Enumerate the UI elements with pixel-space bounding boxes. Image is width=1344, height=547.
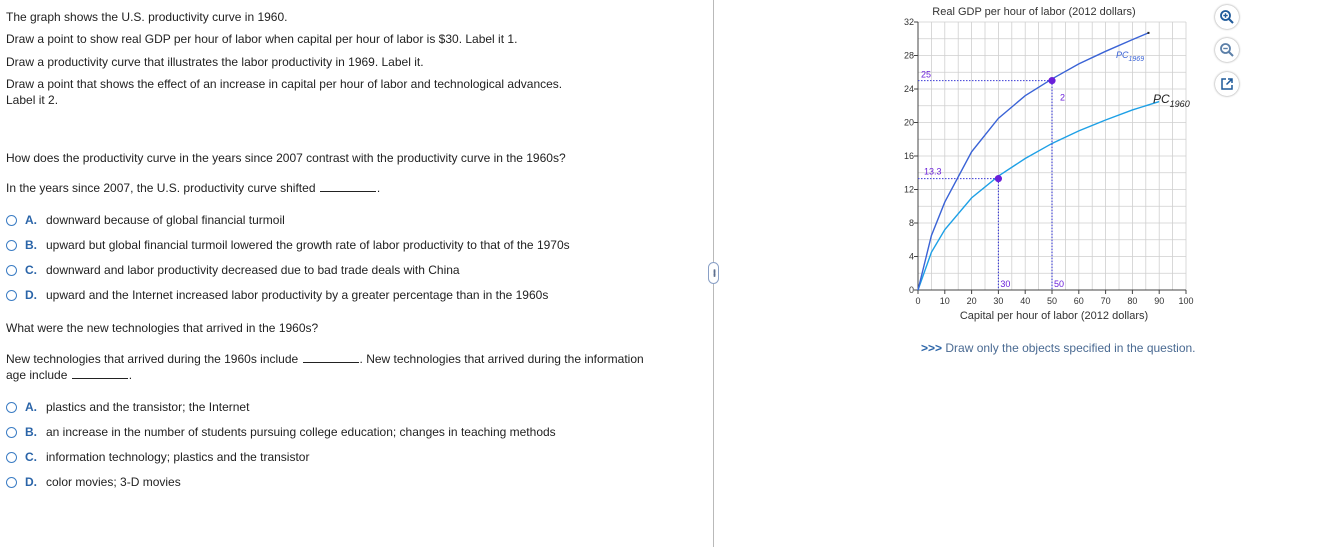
q2-option-c[interactable]	[6, 449, 309, 465]
point-1-value-label: 13.3	[924, 166, 942, 177]
option-letter: B.	[25, 238, 37, 252]
pc1969-label-main: PC	[1116, 50, 1129, 60]
point-1-marker	[995, 175, 1002, 182]
q2-prompt-part2: . New technologies that arrived during the information	[359, 352, 644, 366]
zoom-in-icon	[1219, 9, 1235, 25]
option-text: downward because of global financial turmoil	[46, 213, 285, 227]
q1-option-c[interactable]	[6, 262, 460, 278]
option-text: downward and labor productivity decreased due to bad trade deals with China	[46, 263, 460, 277]
pc1960-label-main: PC	[1153, 92, 1170, 106]
x-axis-label: Capital per hour of labor (2012 dollars)	[959, 310, 1149, 322]
option-text: an increase in the number of students pursuing college education; changes in teaching methods	[46, 425, 556, 439]
x-tick-label: 60	[1073, 296, 1084, 306]
curve-end-handle	[1147, 32, 1149, 34]
point-1-x-label: 30	[1000, 279, 1011, 289]
open-external-button[interactable]	[1215, 72, 1239, 96]
x-tick-label: 0	[915, 296, 921, 306]
y-tick-label: 12	[903, 184, 914, 195]
x-tick-label: 100	[1178, 296, 1194, 306]
y-tick-label: 0	[908, 285, 914, 295]
q1-option-a[interactable]	[6, 212, 285, 228]
q2-prompt-part3: age include	[6, 368, 68, 382]
point-2-label: 2	[1060, 92, 1066, 103]
q2-answer-blank-1[interactable]	[303, 351, 359, 363]
x-tick-label: 20	[966, 296, 977, 306]
x-tick-label: 70	[1100, 296, 1111, 306]
graph-markers	[918, 77, 1056, 290]
point-2-y-label: 25	[921, 69, 932, 80]
q2-answer-blank-2[interactable]	[72, 367, 128, 379]
y-tick-label: 20	[903, 117, 914, 128]
q1-answer-blank[interactable]	[320, 180, 376, 192]
pc1969-label-sub: 1969	[1128, 56, 1145, 63]
radio-button[interactable]	[6, 427, 17, 438]
point-2-marker	[1048, 77, 1055, 84]
point-2-x-label: 50	[1054, 279, 1065, 289]
y-tick-label: 16	[903, 151, 914, 161]
open-external-icon	[1220, 77, 1234, 91]
splitter-handle[interactable]	[708, 262, 719, 284]
q1-prompt-before: In the years since 2007, the U.S. productivity curve shifted	[6, 181, 316, 195]
intro-line-4: Draw a point that shows the effect of an increase in capital per hour of labor and technological advances.	[6, 77, 563, 91]
option-letter: D.	[25, 288, 37, 302]
q1-prompt	[6, 180, 380, 195]
q2-option-d[interactable]	[6, 474, 181, 490]
q2-prompt-line-2	[6, 367, 132, 382]
radio-button[interactable]	[6, 477, 17, 488]
intro-line-3: Draw a productivity curve that illustrates the labor productivity in 1969. Label it.	[6, 55, 424, 69]
q1-question: How does the productivity curve in the years since 2007 contrast with the productivity curve in the 1960s?	[6, 151, 566, 165]
x-tick-label: 30	[993, 296, 1004, 306]
option-text: information technology; plastics and the transistor	[46, 450, 310, 464]
x-tick-label: 10	[939, 296, 950, 306]
x-tick-label: 80	[1127, 296, 1138, 306]
q2-option-a[interactable]	[6, 399, 249, 415]
pc1960-label-sub: 1960	[1169, 99, 1190, 109]
q1-prompt-after: .	[376, 181, 381, 195]
radio-button[interactable]	[6, 402, 17, 413]
hint-prefix: >>>	[921, 341, 943, 355]
radio-button[interactable]	[6, 452, 17, 463]
option-text: plastics and the transistor; the Internet	[46, 400, 250, 414]
intro-line-2: Draw a point to show real GDP per hour of labor when capital per hour of labor is $30. Label it 1.	[6, 32, 518, 46]
radio-button[interactable]	[6, 265, 17, 276]
graph-title: Real GDP per hour of labor (2012 dollars)	[932, 6, 1136, 18]
option-letter: A.	[25, 213, 37, 227]
option-letter: A.	[25, 400, 37, 414]
y-tick-label: 32	[903, 17, 914, 27]
option-text: upward but global financial turmoil lowered the growth rate of labor productivity to that of the 1970s	[46, 238, 570, 252]
intro-line-5: Label it 2.	[6, 93, 59, 107]
q2-option-b[interactable]	[6, 424, 556, 440]
pc1969-label	[1116, 50, 1144, 63]
question-panel	[6, 0, 706, 547]
x-tick-label: 50	[1046, 296, 1058, 306]
productivity-graph[interactable]	[896, 0, 1216, 330]
q1-option-d[interactable]	[6, 287, 548, 303]
x-tick-label: 90	[1154, 296, 1165, 306]
option-letter: D.	[25, 475, 37, 489]
q2-prompt-line-1	[6, 351, 644, 366]
zoom-out-icon	[1219, 42, 1235, 58]
hint-text: Draw only the objects specified in the question.	[945, 341, 1196, 355]
zoom-out-button[interactable]	[1215, 38, 1239, 62]
graph-ticks	[904, 17, 1194, 306]
instruction-hint	[921, 341, 1196, 355]
option-letter: B.	[25, 425, 37, 439]
y-tick-label: 4	[908, 251, 914, 262]
y-tick-label: 24	[903, 84, 914, 94]
pc1960-label	[1153, 92, 1190, 109]
intro-line-1: The graph shows the U.S. productivity curve in 1960.	[6, 10, 288, 24]
y-tick-label: 28	[903, 50, 914, 61]
q2-question: What were the new technologies that arrived in the 1960s?	[6, 321, 319, 335]
radio-button[interactable]	[6, 215, 17, 226]
option-text: upward and the Internet increased labor productivity by a greater percentage than in the 1960s	[46, 288, 549, 302]
option-letter: C.	[25, 263, 37, 277]
curve-labels	[921, 50, 1190, 289]
curve-pc1969	[918, 33, 1148, 290]
radio-button[interactable]	[6, 290, 17, 301]
splitter-grip: •••••	[710, 269, 717, 277]
y-tick-label: 8	[908, 218, 914, 228]
q2-prompt-part1: New technologies that arrived during the 1960s include	[6, 352, 299, 366]
q2-prompt-part4: .	[128, 368, 133, 382]
x-tick-label: 40	[1020, 296, 1031, 306]
radio-button[interactable]	[6, 240, 17, 251]
option-letter: C.	[25, 450, 37, 464]
option-text: color movies; 3-D movies	[46, 475, 181, 489]
q1-option-b[interactable]	[6, 237, 570, 253]
zoom-in-button[interactable]	[1215, 5, 1239, 29]
